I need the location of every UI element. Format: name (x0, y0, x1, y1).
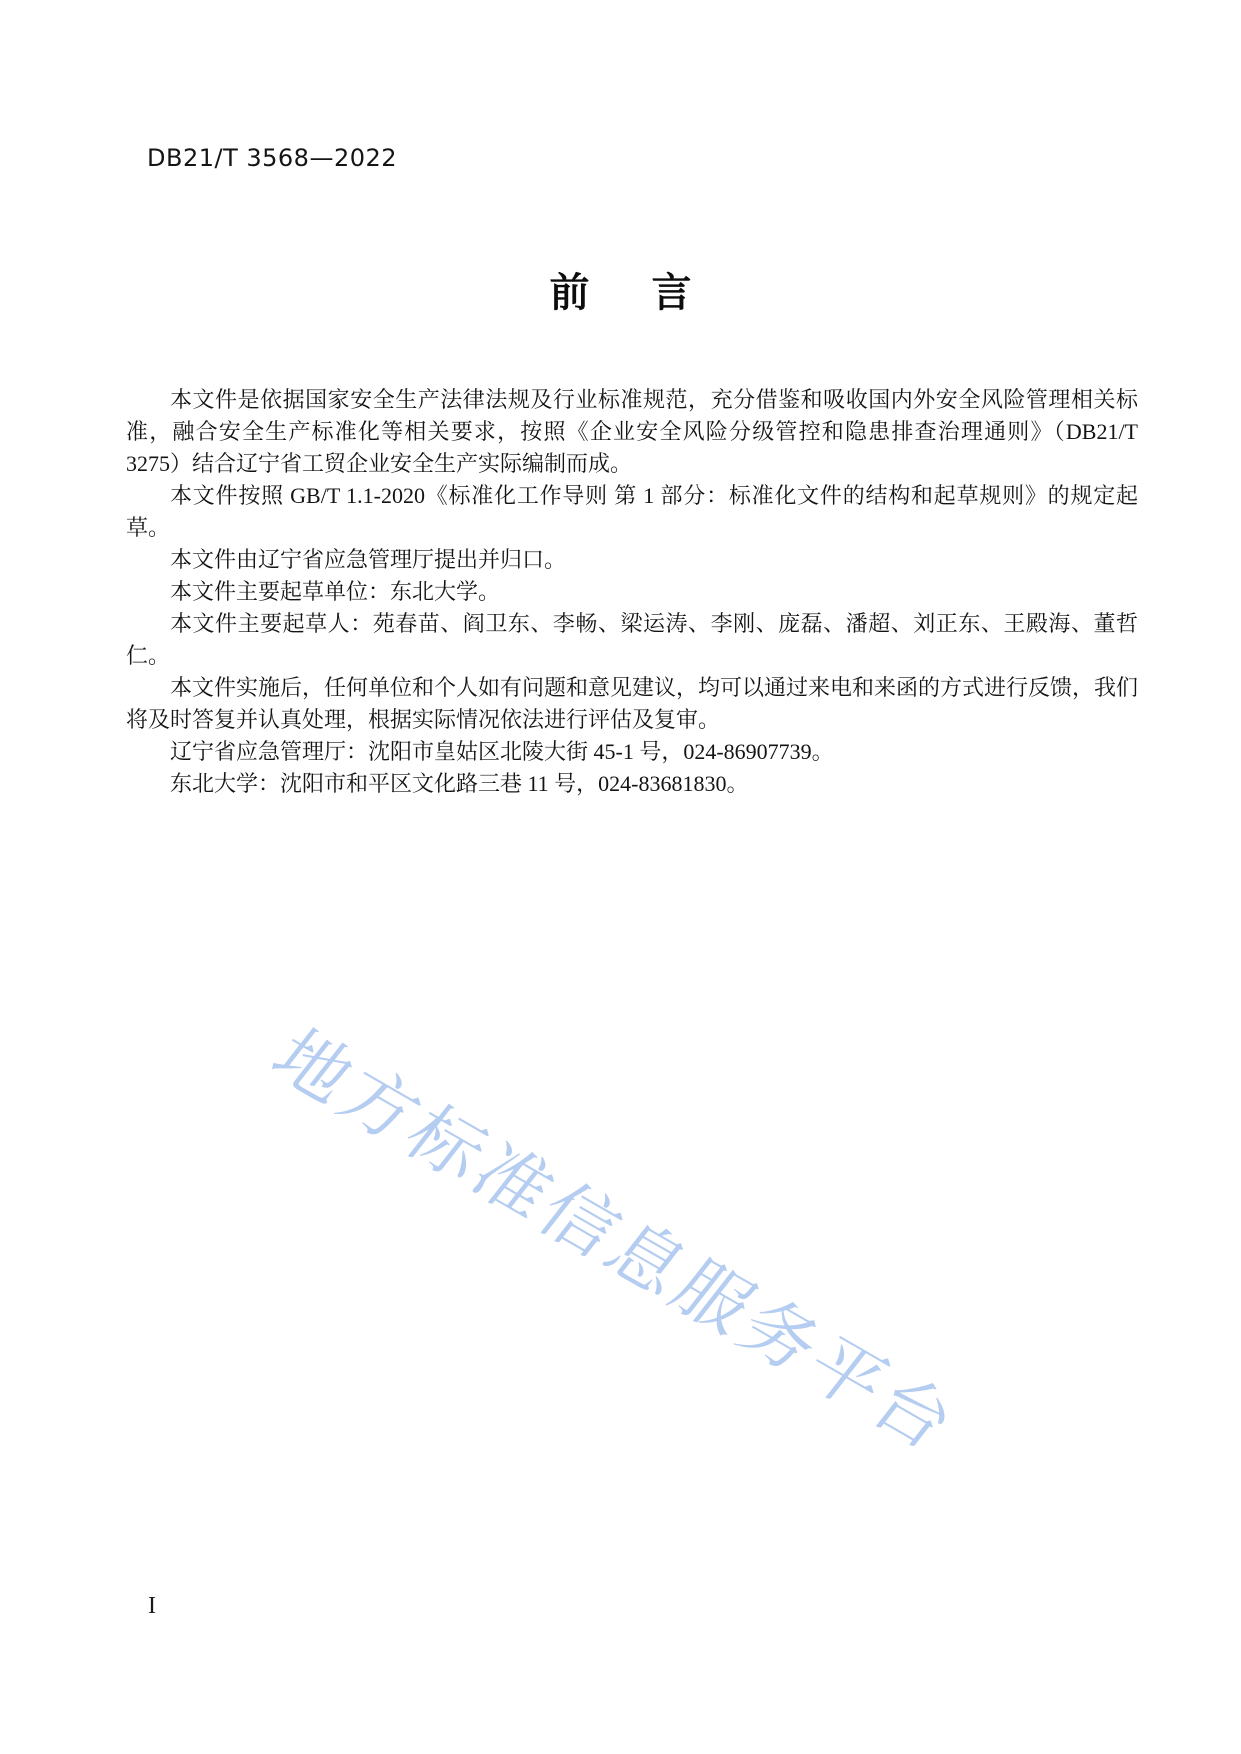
foreword-paragraph: 本文件主要起草人：苑春苗、阎卫东、李畅、梁运涛、李刚、庞磊、潘超、刘正东、王殿海、董哲仁。 (126, 611, 1138, 668)
foreword-paragraph: 本文件由辽宁省应急管理厅提出并归口。 (170, 547, 567, 572)
foreword-paragraph: 本文件是依据国家安全生产法律法规及行业标准规范，充分借鉴和吸收国内外安全风险管理相关标准，融合安全生产标准化等相关要求，按照《企业安全风险分级管控和隐患排查治理通则》（DB21/T 3275）结合辽宁省工贸企业安全生产实际编制而成。 (126, 387, 1138, 476)
watermark-text: 地方标准信息服务平台 (255, 1014, 975, 1467)
document-code: DB21/T 3568—2022 (147, 144, 398, 172)
page-title-char-2: 言 (651, 270, 692, 316)
foreword-paragraph: 辽宁省应急管理厅：沈阳市皇姑区北陵大街 45-1 号，024-86907739。 (170, 739, 834, 764)
foreword-paragraph: 本文件主要起草单位：东北大学。 (170, 579, 501, 604)
foreword-paragraph: 本文件按照 GB/T 1.1-2020《标准化工作导则 第 1 部分：标准化文件的结构和起草规则》的规定起草。 (126, 483, 1138, 540)
page-title-char-1: 前 (549, 270, 590, 316)
page-number: I (148, 1593, 156, 1619)
page-title (0, 271, 1241, 315)
foreword-paragraph: 本文件实施后，任何单位和个人如有问题和意见建议，均可以通过来电和来函的方式进行反馈，我们将及时答复并认真处理，根据实际情况依法进行评估及复审。 (126, 675, 1139, 732)
foreword-paragraph: 东北大学：沈阳市和平区文化路三巷 11 号，024-83681830。 (170, 771, 749, 796)
foreword-body (126, 384, 1138, 800)
